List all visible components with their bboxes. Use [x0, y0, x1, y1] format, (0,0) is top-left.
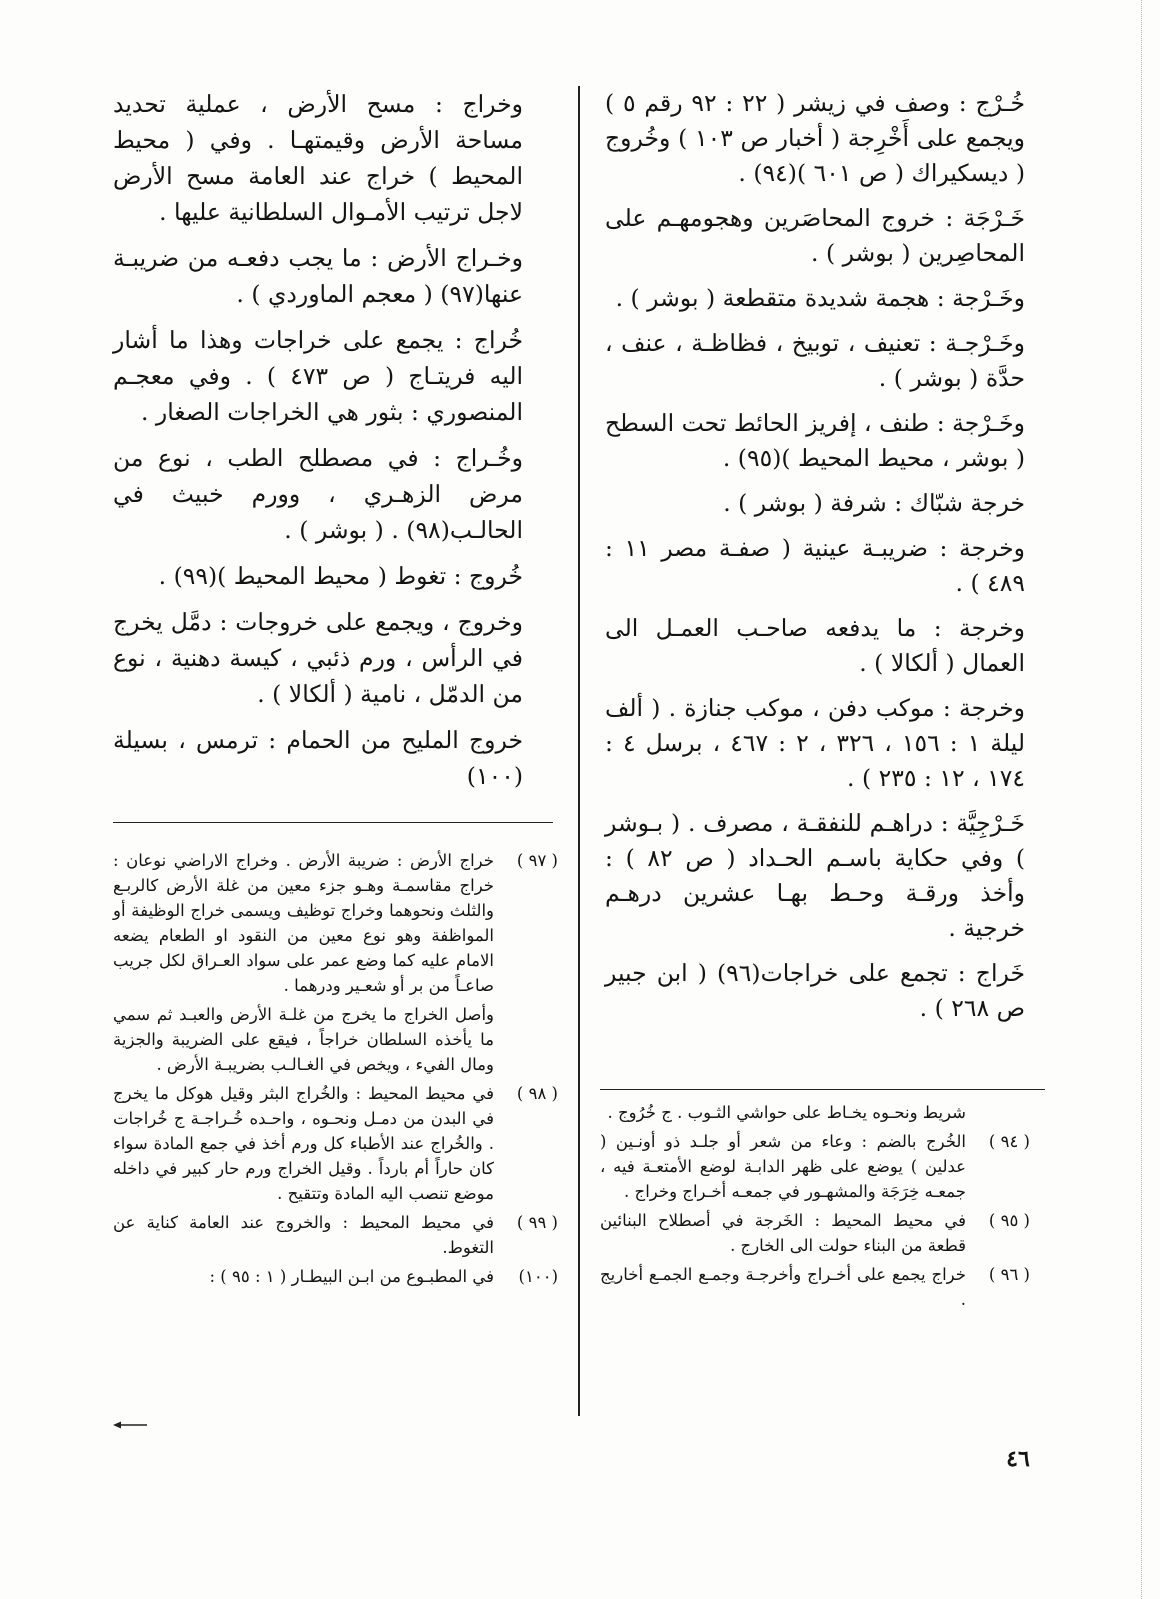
entry-kharja-wage: وخرجة : ما يدفعه صاحـب العمـل الى العمال ( ألكالا ) .: [605, 614, 1025, 677]
footnote-rule-right: [600, 1089, 1045, 1090]
entry-kharja-balcony: خرجة شبّاك : شرفة ( بوشر ) .: [723, 489, 1025, 517]
footnote-100: [113, 1264, 558, 1289]
footnote-text: الخُرج بالضم : وعاء من شعر أو جلـد ذو أونـين ( عدلين ) يوضع على ظهر الدابـة لوضع الأمتعـة فيه ، جمعـه خِرَجَة والمشهـور في جمعـه أخـراج وخراج .: [600, 1132, 966, 1201]
footnote-number: ( ٩٨ ): [516, 1084, 558, 1103]
entry-kharaj-survey: وخراج : مسح الأرض ، عملية تحديد مساحة الأرض وقيمتهـا . وفي ( محيط المحيط ) خراج عند العامة مسح الأرض لاجل ترتيب الأمـوال السلطانية عليها .: [113, 90, 523, 226]
entry-kharja-sortie: خَـرْجَة : خروج المحاصَرين وهجومهـم على المحاصِرين ( بوشر ) .: [605, 204, 1025, 267]
footnotes-right: [600, 1100, 1030, 1316]
entry-kharja-rebuke: وخَـرْجـة : تعنيف ، توبيخ ، فظاظـة ، عنف ، حدَّة ( بوشر ) .: [605, 329, 1025, 392]
entry-khuraj-medical: وخُـراج : في مصطلح الطب ، نوع من مرض الزهـري ، وورم خبيث في الحالـب(٩٨) . ( بوشر ) .: [113, 444, 523, 544]
footnote-number: ( ٩٩ ): [516, 1213, 558, 1232]
footnote-96: [600, 1262, 1030, 1312]
footnote-number: ( ٩٧ ): [516, 851, 558, 870]
footnote-number: (١٠٠): [518, 1267, 558, 1286]
footnote-number: ( ٩٤ ): [988, 1132, 1030, 1151]
footnote-text: خراج الأرض : ضريبة الأرض . وخراج الاراضي نوعان : خراج مقاسمـة وهـو جزء معين من غلة الأرض كالربـع والثلث ونحوهما وخراج توظيف ويسمى خراج الوظيفة أو المواظفة وهو نوع معين من النقود او الطعام يضعه الامام عليه كما وضع عمر على سواد العـراق لكل جريب صاعـاً من بر أو شعـير ودرهما .: [113, 851, 494, 995]
entry-khuruj-boil: وخروج ، ويجمع على خروجات : دمَّل يخرج في الرأس ، ورم ذئبي ، كيسة دهنية ، نوع من الدمّل ، نامية ( ألكالا ) .: [113, 608, 523, 708]
entry-kharja-tax: وخرجة : ضريبـة عينية ( صفـة مصر ١١ : ٤٨٩ ) .: [605, 534, 1025, 597]
footnote-text: في محيط المحيط : الخَرجة في أصطلاح البنائين قطعة من البناء حولت الى الخارج .: [600, 1211, 966, 1255]
footnote-text: في محيط المحيط : والخُراج البثر وقيل هوكل ما يخرج في البدن من دمـل ونحـوه ، واحـده خُـراجـة ج خُراجات . والخُراج عند الأطباء كل ورم أخذ في جمع المادة سواء كان حاراً أم بارداً . وقيل الخراج ورم حار كبير في داخله موضع تنصب اليه المادة وتتقيح .: [113, 1084, 494, 1203]
footnote-text: خراج يجمع على أخـراج وأخرجـة وجمـع الجمـع أخاريج .: [600, 1265, 966, 1309]
footnote-rule-left: [113, 822, 553, 823]
entry-khuraj-pimples: خُراج : يجمع على خراجات وهذا ما أشار اليه فريتـاج ( ص ٤٧٣ ) . وفي معجـم المنصوري : بثور هي الخراجات الصغار .: [113, 326, 524, 426]
footnote-text: وأصل الخراج ما يخرج من غلـة الأرض والعبـد ثم سمي ما يأخذه السلطان خراجاً ، فيقع على الضريبة والجزية ومال الفيء ، ويخص في الغـالـب بضريبـة الأرض .: [113, 1005, 494, 1074]
footnotes-left: [113, 848, 558, 1293]
entry-kharaj-plural: خَراج : تجمع على خراجات(٩٦) ( ابن جبير ص ٢٦٨ ) .: [605, 959, 1025, 1022]
column-divider: [578, 86, 580, 1416]
footnote-95: [600, 1208, 1030, 1258]
footnote-97: [113, 848, 558, 998]
page-number: ٤٦: [1006, 1446, 1030, 1472]
footnote-97-continued: [113, 1002, 558, 1077]
entry-kharja-cornice: وخَـرْجة : طنف ، إفريز الحائط تحت السطح ( بوشر ، محيط المحيط )(٩٥) .: [605, 409, 1025, 472]
footnote-number: ( ٩٦ ): [988, 1265, 1030, 1284]
entry-khurj: خُـرْج : وصف في زيشر ( ٢٢ : ٩٢ رقم ٥ ) ويجمع على أَخْرِجة ( أخبار ص ١٠٣ ) وخُروج ( ديسكيراك ( ص ٦٠١ )(٩٤) .: [605, 89, 1026, 187]
entry-khuruj-lupine: خروج المليح من الحمام : ترمس ، بسيلة (١٠٠): [113, 726, 523, 790]
left-text-column: [113, 86, 523, 804]
footnote-98: [113, 1081, 558, 1206]
footnote-text: في محيط المحيط : والخروج عند العامة كناية عن التغوط.: [113, 1213, 494, 1257]
footnote-number: ( ٩٥ ): [988, 1211, 1030, 1230]
continued-arrow-icon: [113, 1420, 147, 1430]
entry-kharaj-land: وخـراج الأرض : ما يجب دفعـه من ضريبـة عنها(٩٧) ( معجم الماوردي ) .: [113, 244, 523, 308]
entry-kharja-attack: وخَـرْجة : هجمة شديدة متقطعة ( بوشر ) .: [615, 284, 1025, 312]
entry-khuruj-defecation: خُروج : تغوط ( محيط المحيط )(٩٩) .: [158, 562, 523, 590]
footnote-99: [113, 1210, 558, 1260]
footnote-text: شريط ونحـوه يخـاط على حواشي الثـوب . ج خُرُوج .: [607, 1103, 966, 1122]
right-text-column: [605, 86, 1025, 1036]
scan-edge-line: [1140, 0, 1142, 1599]
footnote-93-continued: [600, 1100, 1030, 1125]
entry-kharja-funeral: وخرجة : موكب دفن ، موكب جنازة . ( ألف ليلة ١ : ١٥٦ ، ٣٢٦ ، ٢ : ٤٦٧ ، برسل ٤ : ١٧٤ ، ١٢ : ٢٣٥ ) .: [605, 694, 1025, 792]
footnote-text: في المطبـوع من ابـن البيطـار ( ١ : ٩٥ ) :: [209, 1267, 494, 1286]
entry-kharjiyya: خَـرْجِيَّة : دراهـم للنفقـة ، مصرف . ( بـوشر ) وفي حكاية باسـم الحـداد ( ص ٨٢ ) : وأخذ ورقـة وحـط بهـا عشرين درهـم خرجية .: [605, 809, 1026, 942]
footnote-94: [600, 1129, 1030, 1204]
